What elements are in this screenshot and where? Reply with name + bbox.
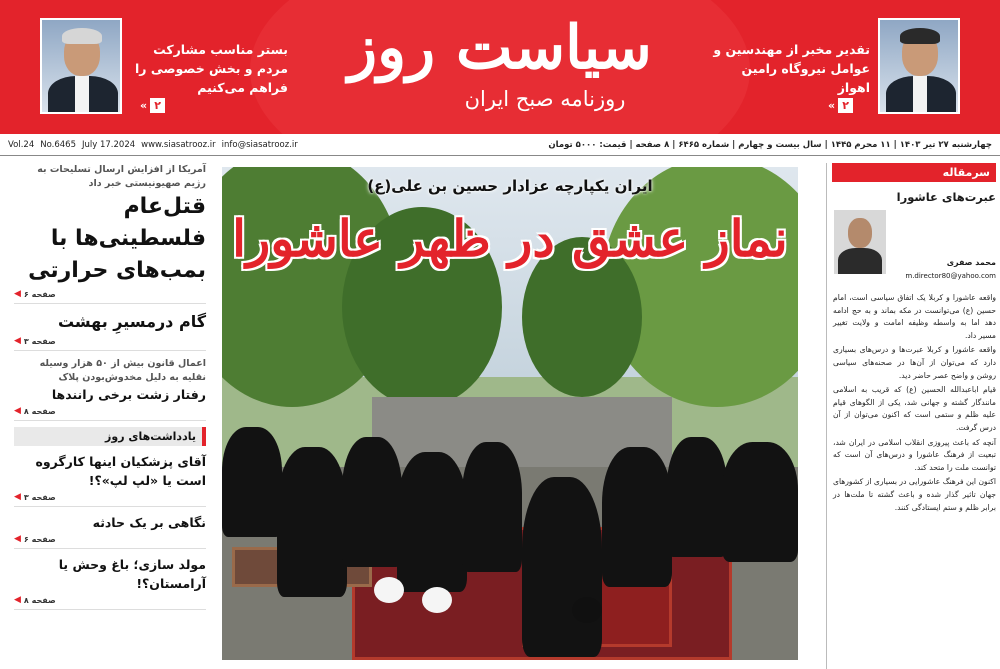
note-item[interactable]	[14, 555, 206, 610]
page-number: ۲	[150, 98, 165, 113]
note-headline: آقای پزشکیان اینها کارگروه است یا «لپ لپ»؟!	[35, 454, 206, 488]
author-name: محمد صفری	[946, 258, 996, 267]
portrait-photo	[878, 18, 960, 114]
praying-crowd	[222, 417, 798, 547]
info-bar	[0, 134, 1000, 156]
note-item[interactable]	[14, 513, 206, 549]
page-number: ۲	[838, 98, 853, 113]
left-news-column	[14, 163, 206, 669]
editorial-paragraph: قیام اباعبدالله الحسین (ع) که قریب به اسلامی مانندگار گشته و جهانی شد، یکی از الگوهای قیام علیه ظلم و ستمی است که اکنون می‌توان از آن درس گرفت.	[833, 385, 996, 432]
page-ref: ◀ صفحه ۶	[14, 289, 56, 299]
author-box	[833, 210, 996, 288]
page-ref: ◀ صفحه ۶	[14, 534, 56, 544]
main-photo[interactable]	[222, 167, 798, 660]
issue-info	[8, 140, 298, 150]
page-ref: ◀ صفحه ۸	[14, 406, 56, 416]
email-link[interactable]: info@siasatrooz.ir	[221, 139, 298, 150]
arrow-icon: ◀	[14, 492, 21, 502]
news-kicker: اعمال قانون بیش از ۵۰ هزار وسیله نقلیه به دلیل مخدوش‌بودن پلاک	[39, 358, 206, 383]
news-kicker: آمریکا از افزایش ارسال تسلیحات به رژیم صهیونیستی خبر داد	[37, 164, 206, 189]
editorial-paragraph: اکنون این فرهنگ عاشورایی در بسیاری از کشورهای جهان تاثیر گذار شده و باعث گشته تا ملت‌ها در برابر ظلم و ستم ایستادگی کنند.	[833, 477, 996, 512]
note-headline: نگاهی بر یک حادثه	[92, 515, 206, 530]
news-item[interactable]	[14, 357, 206, 421]
double-chevron-icon: «	[140, 99, 148, 112]
teaser-right[interactable]	[710, 18, 960, 118]
note-item[interactable]	[14, 452, 206, 507]
logo-subtitle: روزنامه صبح ایران	[464, 87, 626, 111]
page-ref: ◀ صفحه ۳	[14, 336, 56, 346]
double-chevron-icon: «	[828, 99, 836, 112]
editorial-title[interactable]: عبرت‌های عاشورا	[896, 190, 996, 204]
author-photo	[834, 210, 886, 274]
page-ref: ◀ صفحه ۳	[14, 492, 56, 502]
issue-number: No.6465	[40, 139, 76, 150]
arrow-icon: ◀	[14, 289, 21, 299]
note-headline: مولد سازی؛ باغ وحش یا آرامستان؟!	[58, 557, 206, 591]
news-headline: گام درمسیرِ بهشت	[57, 312, 206, 331]
arrow-icon: ◀	[14, 406, 21, 416]
story-kicker: ایران یکپارچه عزادار حسین بن علی(ع)	[367, 177, 653, 195]
arrow-icon: ◀	[14, 534, 21, 544]
teaser-left[interactable]	[40, 18, 290, 118]
editorial-body	[833, 292, 996, 514]
news-headline: رفتار زشت برخی رانندها	[51, 387, 206, 402]
arrow-icon: ◀	[14, 336, 21, 346]
editorial-column	[826, 163, 996, 669]
teaser-headline: بستر مناسب مشارکت مردم و بخش خصوصی را فراهم می‌کنیم	[134, 42, 288, 95]
issue-date: July 17.2024	[82, 139, 136, 150]
section-band-notes: یادداشت‌های روز	[14, 427, 206, 446]
editorial-label: سرمقاله	[832, 163, 996, 182]
date-price-info: چهارشنبه ۲۷ تیر ۱۴۰۳ | ۱۱ محرم ۱۴۴۵ | سال بیست و چهارم | شماره ۶۴۶۵ | ۸ صفحه | قیمت: ۵۰۰۰ تومان	[548, 139, 992, 150]
main-headline[interactable]: نماز عشق در ظهر عاشورا	[232, 209, 788, 268]
portrait-photo	[40, 18, 122, 114]
website-link[interactable]: www.siasatrooz.ir	[141, 139, 216, 150]
volume: Vol.24	[8, 139, 35, 150]
logo-title: سیاست روز	[348, 13, 652, 83]
editorial-paragraph: واقعه عاشورا و کربلا عبرت‌ها و درس‌های بسیاری دارد که می‌توان از آن‌ها در صحنه‌های سیاسی روشن و واضح عصر حاضر دید.	[833, 345, 996, 380]
news-item[interactable]	[14, 310, 206, 351]
page-ref: ◀ صفحه ۸	[14, 595, 56, 605]
masthead	[0, 0, 1000, 134]
newspaper-logo[interactable]	[320, 6, 680, 132]
editorial-paragraph: آنچه که باعث پیروزی انقلاب اسلامی در ایران شد، تبعیت از فرهنگ عاشورا و درس‌های آن است که توانست ملت را متحد کند.	[833, 437, 996, 472]
news-headline: قتل‌عام فلسطینی‌ها با بمب‌های حرارتی	[28, 194, 206, 283]
teaser-page-link[interactable]	[140, 98, 165, 113]
news-item[interactable]	[14, 163, 206, 304]
arrow-icon: ◀	[14, 595, 21, 605]
author-email[interactable]: m.director80@yahoo.com	[905, 272, 996, 280]
editorial-paragraph: واقعه عاشورا و کربلا یک اتفاق سیاسی است، امام حسین (ع) می‌توانست در مکه بماند و به حج ادامه دهد اما به واسطه وظیفه امامت و ولایت تغییر مسیر داد.	[833, 293, 996, 340]
teaser-headline: تقدیر مخبر از مهندسین و عوامل نیروگاه رامین اهواز	[713, 42, 870, 95]
teaser-page-link[interactable]	[828, 98, 853, 113]
